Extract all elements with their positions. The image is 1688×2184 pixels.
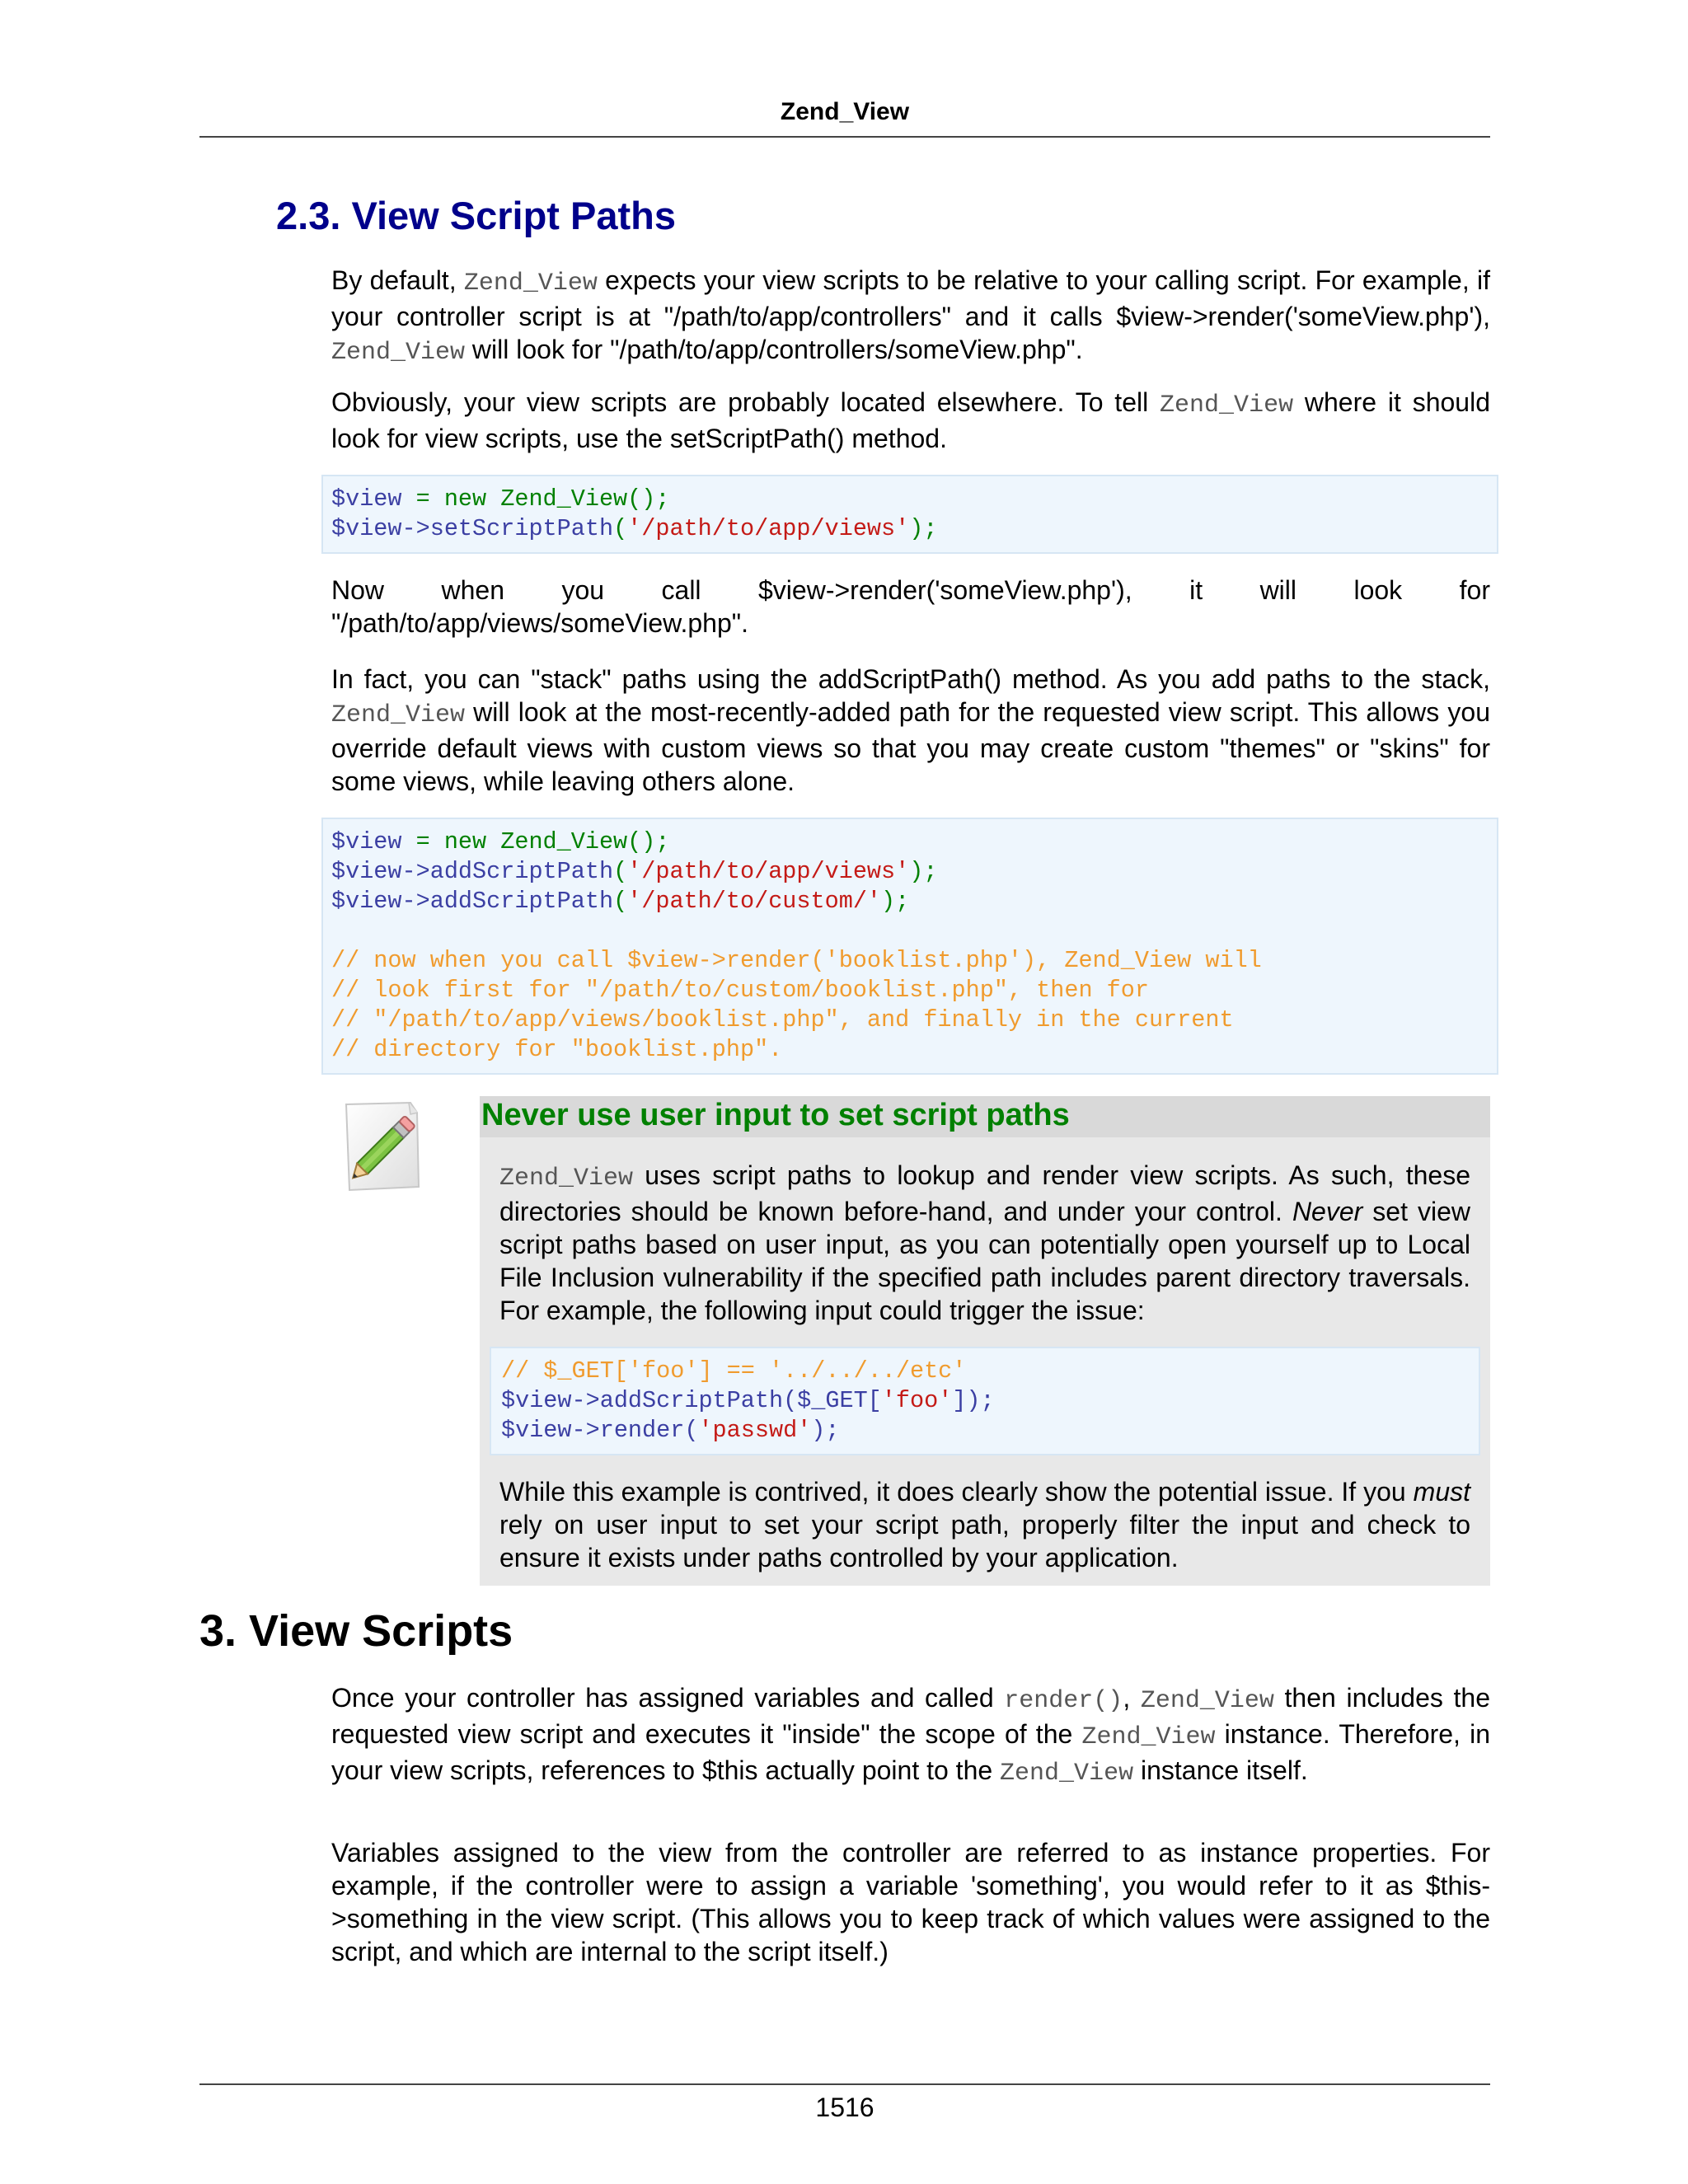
code-token: '/path/to/app/views' <box>627 858 910 885</box>
code-token: ( <box>783 1387 798 1414</box>
pencil-note-icon <box>338 1098 429 1197</box>
code-comment: // now when you call $view->render('booklist.php'), Zend_View will <box>331 947 1262 974</box>
code-comment: // $_GET['foo'] == '../../../etc' <box>501 1357 967 1385</box>
inline-code: Zend_View <box>1000 1760 1134 1788</box>
code-block-lfi-example <box>490 1347 1480 1455</box>
inline-code: Zend_View <box>331 339 466 367</box>
page-header-title: Zend_View <box>780 98 910 125</box>
code-token: ); <box>909 515 938 542</box>
inline-code: render() <box>1004 1687 1123 1715</box>
note-title: Never use user input to set script paths <box>481 1098 1070 1132</box>
text: will look at the most-recently-added path for the requested view script. This allows you override default views with custom views so that you may create custom "themes" or "skins" for some views, while leaving others alone. <box>331 697 1490 796</box>
text: , <box>1123 1683 1141 1713</box>
inline-code: Zend_View <box>1140 1687 1274 1715</box>
page-number: 1516 <box>815 2093 874 2122</box>
chapter-title-view-scripts: 3. View Scripts <box>199 1606 513 1656</box>
paragraph-default-paths <box>331 264 1490 369</box>
note-paragraph-warning <box>499 1159 1470 1327</box>
code-token: ); <box>811 1417 840 1444</box>
code-token: ); <box>881 888 910 915</box>
code-token: '/path/to/custom/' <box>627 888 882 915</box>
text: rely on user input to set your script path, properly filter the input and check to ensure it exists under paths controlled by your application. <box>499 1510 1470 1572</box>
paragraph-stack-paths <box>331 663 1490 798</box>
code-token: '/path/to/app/views' <box>627 515 910 542</box>
code-token: 'foo' <box>881 1387 953 1414</box>
text: expects your view scripts to be relative to your calling script. For example, if your controller script is at "/path/to/app/controllers" and it calls $view->render('someView.php'), <box>331 265 1490 331</box>
note-paragraph-contrived <box>499 1475 1470 1574</box>
code-token: = <box>401 828 444 855</box>
text: uses script paths to lookup and render view scripts. As such, these directories should be known before-hand, and under your control. <box>499 1160 1470 1226</box>
text: instance. Therefore, in your view scripts, references to $this actually point to the <box>331 1719 1491 1785</box>
paragraph-instance-properties: Variables assigned to the view from the controller are referred to as instance properties. For example, if the controller were to assign a variable 'something', you would refer to it as $this->something in the view script. (This allows you to keep track of which values were assigned to the script, and which are internal to the script itself.) <box>331 1838 1490 1966</box>
paragraph-once-controller-assigned <box>331 1681 1490 1790</box>
code-token: $view->addScriptPath <box>501 1387 784 1414</box>
text: then includes the requested view script and executes it "inside" the scope of the <box>331 1683 1491 1749</box>
emphasis: Never <box>1292 1197 1363 1226</box>
text: Obviously, your view scripts are probably located elsewhere. To tell <box>331 387 1160 417</box>
text: where it should look for view scripts, use the setScriptPath() method. <box>331 387 1491 453</box>
code-token: 'passwd' <box>698 1417 812 1444</box>
text: instance itself. <box>1133 1755 1308 1785</box>
code-token: ]); <box>952 1387 995 1414</box>
code-token: $_GET[ <box>797 1387 882 1414</box>
code-comment: // look first for "/path/to/custom/booklist.php", then for <box>331 977 1149 1004</box>
paragraph-set-script-path <box>331 386 1490 455</box>
inline-code: Zend_View <box>1160 391 1294 419</box>
code-token: ( <box>613 888 628 915</box>
inline-code: Zend_View <box>331 701 466 729</box>
emphasis: must <box>1413 1477 1470 1507</box>
code-token: $view->addScriptPath <box>331 858 614 885</box>
code-comment: // "/path/to/app/views/booklist.php", and finally in the current <box>331 1006 1234 1033</box>
code-token: new Zend_View <box>443 485 628 513</box>
inline-code: Zend_View <box>463 269 598 298</box>
code-block-add-script-path <box>321 818 1498 1075</box>
code-token: (); <box>627 485 670 513</box>
code-token: $view->addScriptPath <box>331 888 614 915</box>
code-token: ( <box>613 515 628 542</box>
code-token: $view->render <box>501 1417 685 1444</box>
text: Once your controller has assigned variables and called <box>331 1683 1005 1713</box>
code-comment: // directory for "booklist.php". <box>331 1036 783 1063</box>
code-token: (); <box>627 828 670 855</box>
code-token: new Zend_View <box>443 828 628 855</box>
text: By default, <box>331 265 464 295</box>
code-block-set-script-path <box>321 475 1498 554</box>
code-token: ( <box>613 858 628 885</box>
inline-code: Zend_View <box>1081 1723 1216 1751</box>
section-title-view-script-paths: 2.3. View Script Paths <box>276 194 677 237</box>
header-rule <box>199 136 1490 138</box>
code-token: $view->setScriptPath <box>331 515 614 542</box>
code-token: ); <box>909 858 938 885</box>
code-token: = <box>401 485 444 513</box>
code-token: ( <box>684 1417 699 1444</box>
text: set view script paths based on user input, as you can potentially open yourself up to Local File Inclusion vulnerability if the specified path includes parent directory traversals. For example, the following input could trigger the issue: <box>499 1197 1471 1325</box>
text: While this example is contrived, it does clearly show the potential issue. If you <box>499 1477 1414 1507</box>
code-token: $view <box>331 485 402 513</box>
text: will look for "/path/to/app/controllers/someView.php". <box>465 335 1083 364</box>
paragraph-now-when-you-call: Now when you call $view->render('someView.php'), it will look for "/path/to/app/views/someView.php". <box>331 575 1490 638</box>
text: In fact, you can "stack" paths using the addScriptPath() method. As you add paths to the stack, <box>331 664 1490 694</box>
inline-code: Zend_View <box>499 1165 634 1193</box>
footer-rule <box>199 2083 1490 2085</box>
code-token: $view <box>331 828 402 855</box>
